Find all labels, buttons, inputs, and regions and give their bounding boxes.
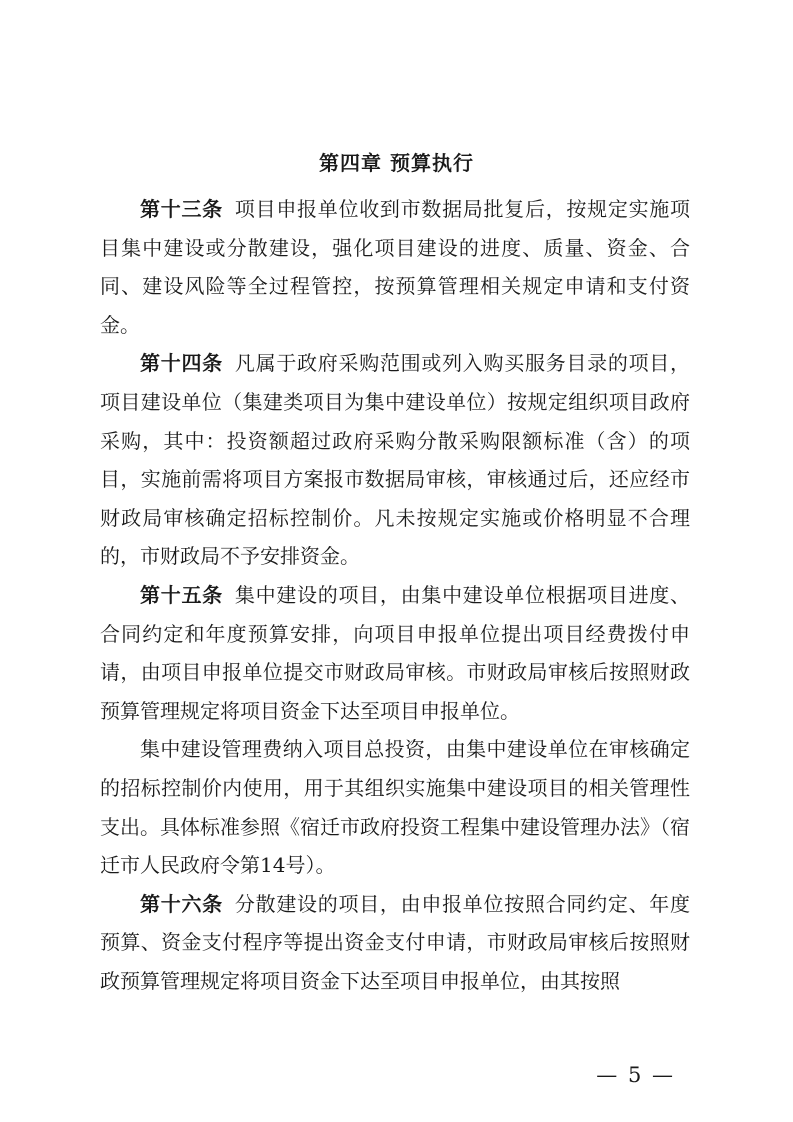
- paragraph-article-14: [100, 344, 690, 576]
- page-number: — 5 —: [596, 1063, 675, 1087]
- document-body: [100, 190, 690, 1000]
- paragraph-text: 分散建设的项目，由申报单位按照合同约定、年度预算、资金支付程序等提出资金支付申请，市财政局审核后按照财政预算管理规定将项目资金下达至项目申报单位，由其按照: [100, 891, 691, 993]
- article-label: 第十六条: [140, 891, 223, 916]
- paragraph-article-13: [100, 190, 690, 344]
- paragraph-management-fee: [100, 730, 690, 884]
- article-label: 第十三条: [140, 197, 223, 221]
- paragraph-text: 集中建设的项目，由集中建设单位根据项目进度、合同约定和年度预算安排，向项目申报单位提出项目经费拨付申请，由项目申报单位提交市财政局审核。市财政局审核后按照财政预算管理规定将项目资金下达至项目申报单位。: [100, 582, 691, 723]
- paragraph-article-15: [100, 576, 690, 730]
- paragraph-text: 项目申报单位收到市数据局批复后，按规定实施项目集中建设或分散建设，强化项目建设的进度、质量、资金、合同、建设风险等全过程管控，按预算管理相关规定申请和支付资金。: [100, 197, 691, 337]
- paragraph-text: 集中建设管理费纳入项目总投资，由集中建设单位在审核确定的招标控制价内使用，用于其组织实施集中建设项目的相关管理性支出。具体标准参照《宿迁市政府投资工程集中建设管理办法》（宿迁市人民政府令第14号）。: [100, 737, 690, 878]
- paragraph-article-16: [100, 885, 690, 1001]
- article-label: 第十四条: [140, 351, 223, 376]
- article-label: 第十五条: [140, 582, 223, 607]
- chapter-title: 第四章 预算执行: [319, 151, 474, 175]
- paragraph-text: 凡属于政府采购范围或列入购买服务目录的项目，项目建设单位（集建类项目为集中建设单位）按规定组织项目政府采购，其中：投资额超过政府采购分散采购限额标准（含）的项目，实施前需将项目方案报市数据局审核，审核通过后，还应经市财政局审核确定招标控制价。凡未按规定实施或价格明显不合理的，市财政局不予安排资金。: [100, 351, 691, 569]
